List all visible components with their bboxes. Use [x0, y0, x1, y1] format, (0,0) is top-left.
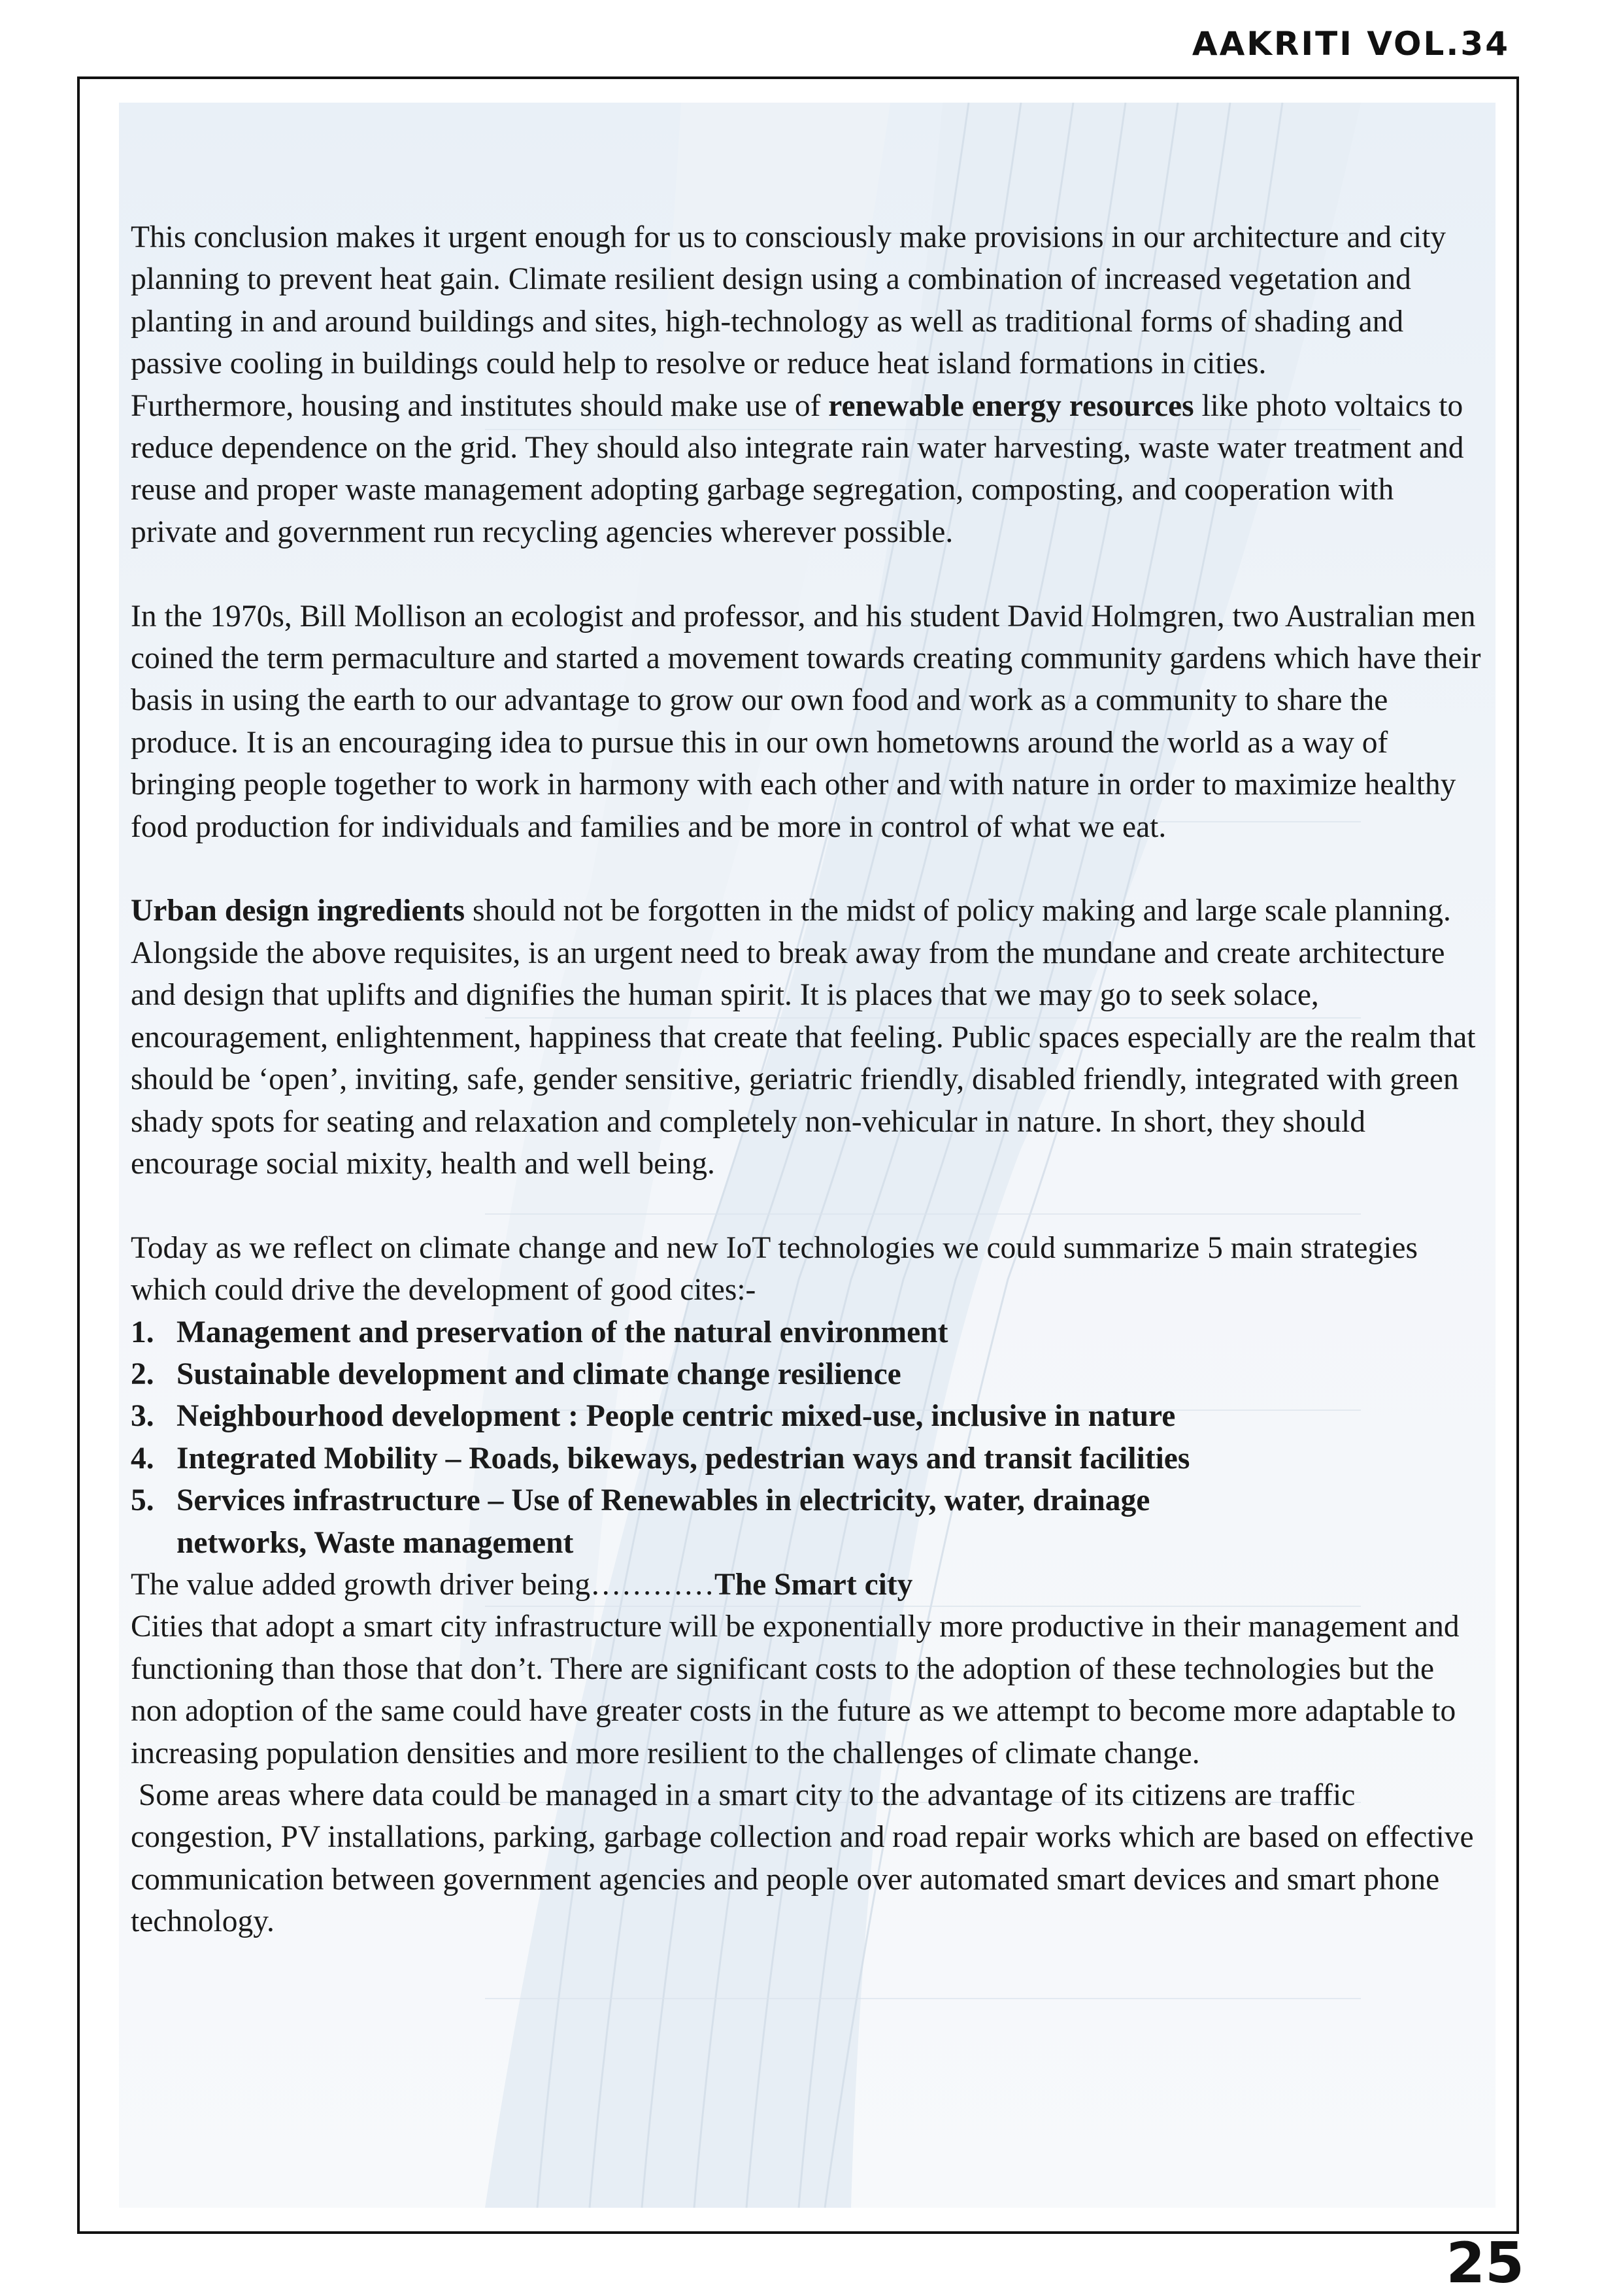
paragraph-strategies-intro: Today as we reflect on climate change and new IoT technologies we could summarize 5 main strategies which could drive the development of good cites:- [131, 1230, 1418, 1308]
bold-term: renewable energy resources [828, 388, 1194, 423]
article-body [131, 216, 1484, 1943]
bold-term: Urban design ingredients [131, 894, 465, 928]
list-item [131, 1395, 1484, 1437]
text-span: Furthermore, housing and institutes should make use of [131, 388, 829, 423]
list-text: Integrated Mobility – Roads, bikeways, pedestrian ways and transit facilities [176, 1441, 1190, 1476]
magazine-header: AAKRITI VOL.34 [1192, 25, 1510, 63]
bold-term: The Smart city [714, 1567, 913, 1602]
text-span: like photo voltaics to reduce dependence on the grid. They should also integrate rain water harvesting, waste water treatment and reuse and proper waste management adopting garbage segregation, composting, and cooperation with private and government run recycling agencies wherever possible. [131, 388, 1464, 549]
list-text: Management and preservation of the natural environment [176, 1315, 948, 1349]
paragraph-smart-city: Cities that adopt a smart city infrastructure will be exponentially more productive in their management and functioning than those that don’t. There are significant costs to the adoption of these technologies but the non adoption of the same could have greater costs in the future as we attempt to become more adaptable to increasing population densities and more resilient to the challenges of climate change. [131, 1610, 1460, 1770]
list-text: Services infrastructure – Use of Renewables in electricity, water, drainage networks, Waste management [176, 1483, 1150, 1560]
paragraph-growth-driver [131, 1564, 1484, 1606]
content-frame [77, 76, 1519, 2234]
paragraph-data-management: Some areas where data could be managed in a smart city to the advantage of its citizens are traffic congestion, PV installations, parking, garbage collection and road repair works which are based on effective communication between government agencies and people over automated smart devices and smart phone technology. [131, 1778, 1482, 1939]
list-item [131, 1353, 1484, 1395]
page-number: 25 [1446, 2231, 1524, 2296]
list-number: 2. [131, 1357, 154, 1391]
list-number: 3. [131, 1399, 154, 1434]
list-text: Neighbourhood development : People centric mixed-use, inclusive in nature [176, 1399, 1176, 1434]
list-item [131, 1479, 1484, 1564]
text-span: The value added growth driver being………… [131, 1567, 715, 1602]
list-item [131, 1438, 1484, 1479]
paragraph-permaculture: In the 1970s, Bill Mollison an ecologist and professor, and his student David Holmgren, two Australian men coined the term permaculture and started a movement towards creating community gardens which have their basis in using the earth to our advantage to grow our own food and work as a community to share the produce. It is an encouraging idea to pursue this in our own hometowns around the world as a way of bringing people together to work in harmony with each other and with nature in order to maximize healthy food production for individuals and families and be more in control of what we eat. [131, 599, 1481, 844]
list-text: Sustainable development and climate change resilience [176, 1357, 901, 1391]
strategies-list [131, 1311, 1484, 1564]
list-number: 4. [131, 1441, 154, 1476]
list-item [131, 1311, 1484, 1353]
paragraph-renewables [131, 385, 1484, 554]
list-number: 5. [131, 1483, 154, 1518]
paragraph-urban-design [131, 890, 1484, 1185]
paragraph-heat-gain: This conclusion makes it urgent enough for us to consciously make provisions in our architecture and city planning to prevent heat gain. Climate resilient design using a combination of increased vegetation and planting in and around buildings and sites, high-technology as well as traditional forms of shading and passive cooling in buildings could help to resolve or reduce heat island formations in cities. [131, 220, 1446, 381]
list-number: 1. [131, 1315, 154, 1349]
text-span: should not be forgotten in the midst of policy making and large scale planning. Alongside the above requisites, is an urgent need to break away from the mundane and create architecture and design that uplifts and dignifies the human spirit. It is places that we may go to seek solace, encouragement, enlightenment, happiness that create that feeling. Public spaces especially are the realm that should be ‘open’, inviting, safe, gender sensitive, geriatric friendly, disabled friendly, integrated with green shady spots for seating and relaxation and completely non-vehicular in nature. In short, they should encourage social mixity, health and well being. [131, 894, 1476, 1181]
